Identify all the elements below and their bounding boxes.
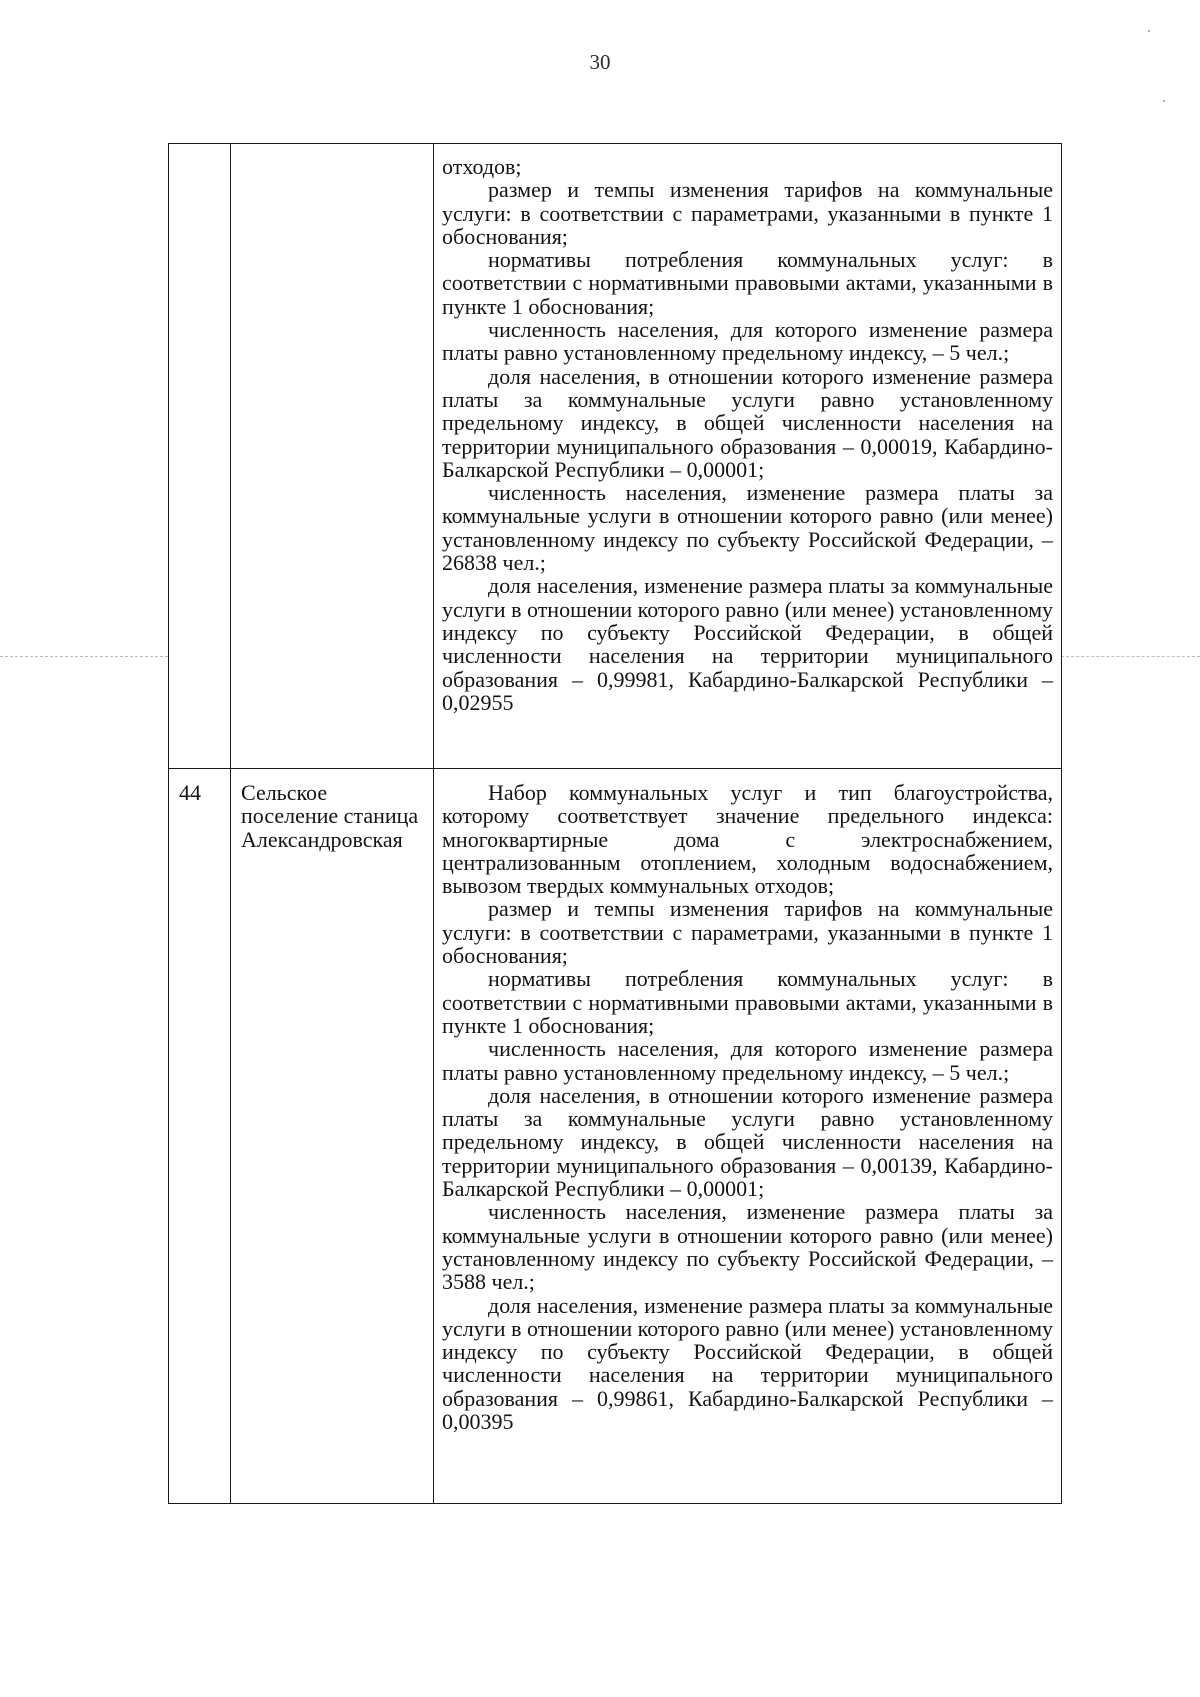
description-paragraph: размер и темпы изменения тарифов на коммунальные услуги: в соответствии с параметрами, указанными в пункте 1 обоснования;	[442, 896, 1053, 969]
row-number-cell	[169, 144, 231, 769]
page-number: 30	[589, 50, 611, 74]
description-paragraph: доля населения, изменение размера платы за коммунальные услуги в отношении которого равно (или менее) установленному индексу по субъекту Российской Федерации, в общей численности населения на территории муниципального образования – 0,99981, Кабардино-Балкарской Республики – 0,02955	[442, 573, 1053, 715]
description-cell	[434, 144, 1062, 769]
description-paragraph: размер и темпы изменения тарифов на коммунальные услуги: в соответствии с параметрами, указанными в пункте 1 обоснования;	[442, 177, 1053, 249]
scan-speck	[1163, 100, 1165, 102]
municipality-name	[231, 144, 433, 156]
description-paragraph: численность населения, изменение размера платы за коммунальные услуги в отношении которого равно (или менее) установленному индексу по субъекту Российской Федерации, – 3588 чел.;	[442, 1199, 1053, 1295]
description-paragraph: нормативы потребления коммунальных услуг: в соответствии с нормативными правовыми актами, указанными в пункте 1 обоснования;	[442, 966, 1053, 1038]
scan-artifact-line-left	[0, 656, 168, 657]
municipality-name: Сельское поселение станица Александровская	[241, 780, 419, 852]
row-number-cell	[169, 769, 231, 1504]
description-paragraph: численность населения, для которого изменение размера платы равно установленному предельному индексу, – 5 чел.;	[442, 1036, 1053, 1085]
description-paragraph: нормативы потребления коммунальных услуг: в соответствии с нормативными правовыми актами, указанными в пункте 1 обоснования;	[442, 247, 1053, 319]
description-paragraph: доля населения, в отношении которого изменение размера платы за коммунальные услуги равно установленному предельному индексу, в общей численности населения на территории муниципального образования – 0,00139, Кабардино-Балкарской Республики – 0,00001;	[442, 1082, 1053, 1202]
table-row	[169, 144, 1062, 769]
row-number: 44	[179, 780, 201, 805]
scan-speck	[1148, 30, 1150, 32]
description-paragraph: доля населения, в отношении которого изменение размера платы за коммунальные услуги равно установленному предельному индексу, в общей численности населения на территории муниципального образования – 0,00019, Кабардино-Балкарской Республики – 0,00001;	[442, 363, 1053, 482]
description-paragraph: Набор коммунальных услуг и тип благоустройства, которому соответствует значение предельного индекса: многоквартирные дома с электроснабжением, централизованным отоплением, холодным водоснабжением, вывозом твердых коммунальных отходов;	[442, 780, 1053, 899]
description-cell	[434, 769, 1062, 1504]
municipal-index-table	[168, 143, 1062, 1504]
description-paragraph: численность населения, для которого изменение размера платы равно установленному предельному индексу, – 5 чел.;	[442, 317, 1053, 366]
table-row	[169, 769, 1062, 1504]
municipality-name-cell	[231, 769, 434, 1504]
municipality-name-cell	[231, 144, 434, 769]
description-paragraph: отходов;	[442, 154, 522, 179]
scan-artifact-line-right	[1061, 656, 1200, 657]
description-paragraph: численность населения, изменение размера платы за коммунальные услуги в отношении которого равно (или менее) установленному индексу по субъекту Российской Федерации, – 26838 чел.;	[442, 480, 1053, 576]
row-number	[169, 144, 230, 156]
description-paragraph: доля населения, изменение размера платы за коммунальные услуги в отношении которого равно (или менее) установленному индексу по субъекту Российской Федерации, в общей численности населения на территории муниципального образования – 0,99861, Кабардино-Балкарской Республики – 0,00395	[442, 1292, 1053, 1435]
